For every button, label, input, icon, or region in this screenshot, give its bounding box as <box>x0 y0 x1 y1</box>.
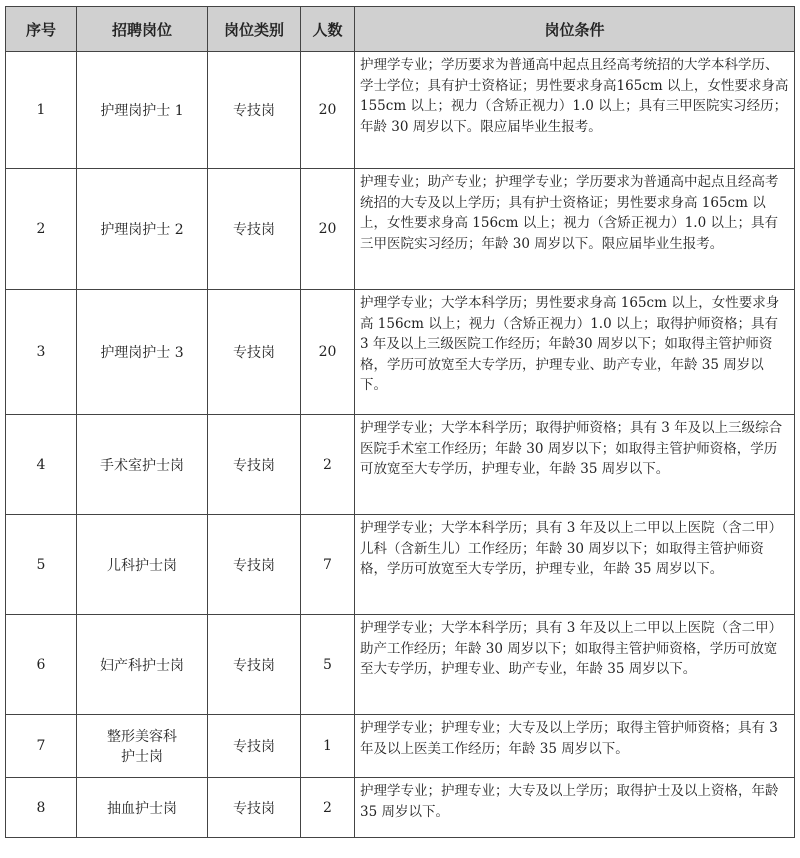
cell-requirements: 护理学专业；大学本科学历；取得护师资格；具有 3 年及以上三级综合医院手术室工作经历；年龄 30 周岁以下；如取得主管护师资格，学历可放宽至大专学历，护理专业，年龄 35 周岁以下。 <box>355 415 795 515</box>
cell-count: 1 <box>301 715 355 778</box>
cell-position: 护理岗护士 3 <box>77 290 208 415</box>
table-row <box>6 778 795 838</box>
cell-category: 专技岗 <box>208 52 301 169</box>
cell-requirements: 护理学专业；大学本科学历；男性要求身高 165cm 以上，女性要求身高 156cm 以上；视力（含矫正视力）1.0 以上；取得护师资格；具有 3 年及以上三级医院工作经历；年龄30 周岁以下；如取得主管护师资格，学历可放宽至大专学历，护理专业、助产专业，年龄 35 周岁以下。 <box>355 290 795 415</box>
cell-requirements: 护理学专业；大学本科学历；具有 3 年及以上二甲以上医院（含二甲）助产工作经历；年龄 30 周岁以下；如取得主管护师资格，学历可放宽至大专学历，护理专业、助产专业，年龄 35 周岁以下。 <box>355 615 795 715</box>
cell-no: 8 <box>6 778 77 838</box>
header-requirements: 岗位条件 <box>355 7 795 52</box>
cell-count: 20 <box>301 169 355 290</box>
cell-category: 专技岗 <box>208 715 301 778</box>
cell-position: 手术室护士岗 <box>77 415 208 515</box>
table-row <box>6 52 795 169</box>
cell-count: 7 <box>301 515 355 615</box>
cell-no: 3 <box>6 290 77 415</box>
cell-count: 2 <box>301 415 355 515</box>
header-position: 招聘岗位 <box>77 7 208 52</box>
cell-no: 2 <box>6 169 77 290</box>
cell-count: 20 <box>301 290 355 415</box>
recruitment-table <box>5 6 795 838</box>
cell-requirements: 护理学专业；护理专业；大专及以上学历；取得护士及以上资格，年龄 35 周岁以下。 <box>355 778 795 838</box>
cell-count: 5 <box>301 615 355 715</box>
cell-no: 5 <box>6 515 77 615</box>
cell-requirements: 护理学专业；学历要求为普通高中起点且经高考统招的大学本科学历、学士学位；具有护士资格证；男性要求身高165cm 以上，女性要求身高 155cm 以上；视力（含矫正视力）1.0 以上；具有三甲医院实习经历；年龄 30 周岁以下。限应届毕业生报考。 <box>355 52 795 169</box>
cell-no: 1 <box>6 52 77 169</box>
cell-no: 7 <box>6 715 77 778</box>
cell-position: 整形美容科护士岗 <box>77 715 208 778</box>
cell-position: 护理岗护士 2 <box>77 169 208 290</box>
table-row <box>6 290 795 415</box>
table-row <box>6 415 795 515</box>
cell-position: 儿科护士岗 <box>77 515 208 615</box>
cell-category: 专技岗 <box>208 290 301 415</box>
cell-requirements: 护理学专业；护理专业；大专及以上学历；取得主管护师资格；具有 3 年及以上医美工作经历；年龄 35 周岁以下。 <box>355 715 795 778</box>
cell-position: 抽血护士岗 <box>77 778 208 838</box>
cell-category: 专技岗 <box>208 778 301 838</box>
cell-category: 专技岗 <box>208 169 301 290</box>
cell-category: 专技岗 <box>208 615 301 715</box>
header-no: 序号 <box>6 7 77 52</box>
header-category: 岗位类别 <box>208 7 301 52</box>
cell-count: 2 <box>301 778 355 838</box>
cell-no: 4 <box>6 415 77 515</box>
cell-position: 妇产科护士岗 <box>77 615 208 715</box>
header-count: 人数 <box>301 7 355 52</box>
cell-category: 专技岗 <box>208 415 301 515</box>
cell-requirements: 护理专业；助产专业；护理学专业；学历要求为普通高中起点且经高考统招的大专及以上学历；具有护士资格证；男性要求身高 165cm 以上，女性要求身高 156cm 以上；视力（含矫正视力）1.0 以上；具有三甲医院实习经历；年龄 30 周岁以下。限应届毕业生报考。 <box>355 169 795 290</box>
table-row <box>6 169 795 290</box>
cell-count: 20 <box>301 52 355 169</box>
cell-no: 6 <box>6 615 77 715</box>
cell-position: 护理岗护士 1 <box>77 52 208 169</box>
header-row <box>6 7 795 52</box>
cell-requirements: 护理学专业；大学本科学历；具有 3 年及以上二甲以上医院（含二甲）儿科（含新生儿）工作经历；年龄 30 周岁以下；如取得主管护师资格，学历可放宽至大专学历，护理专业，年龄 35 周岁以下。 <box>355 515 795 615</box>
cell-category: 专技岗 <box>208 515 301 615</box>
table-row <box>6 615 795 715</box>
table-row <box>6 715 795 778</box>
table-row <box>6 515 795 615</box>
